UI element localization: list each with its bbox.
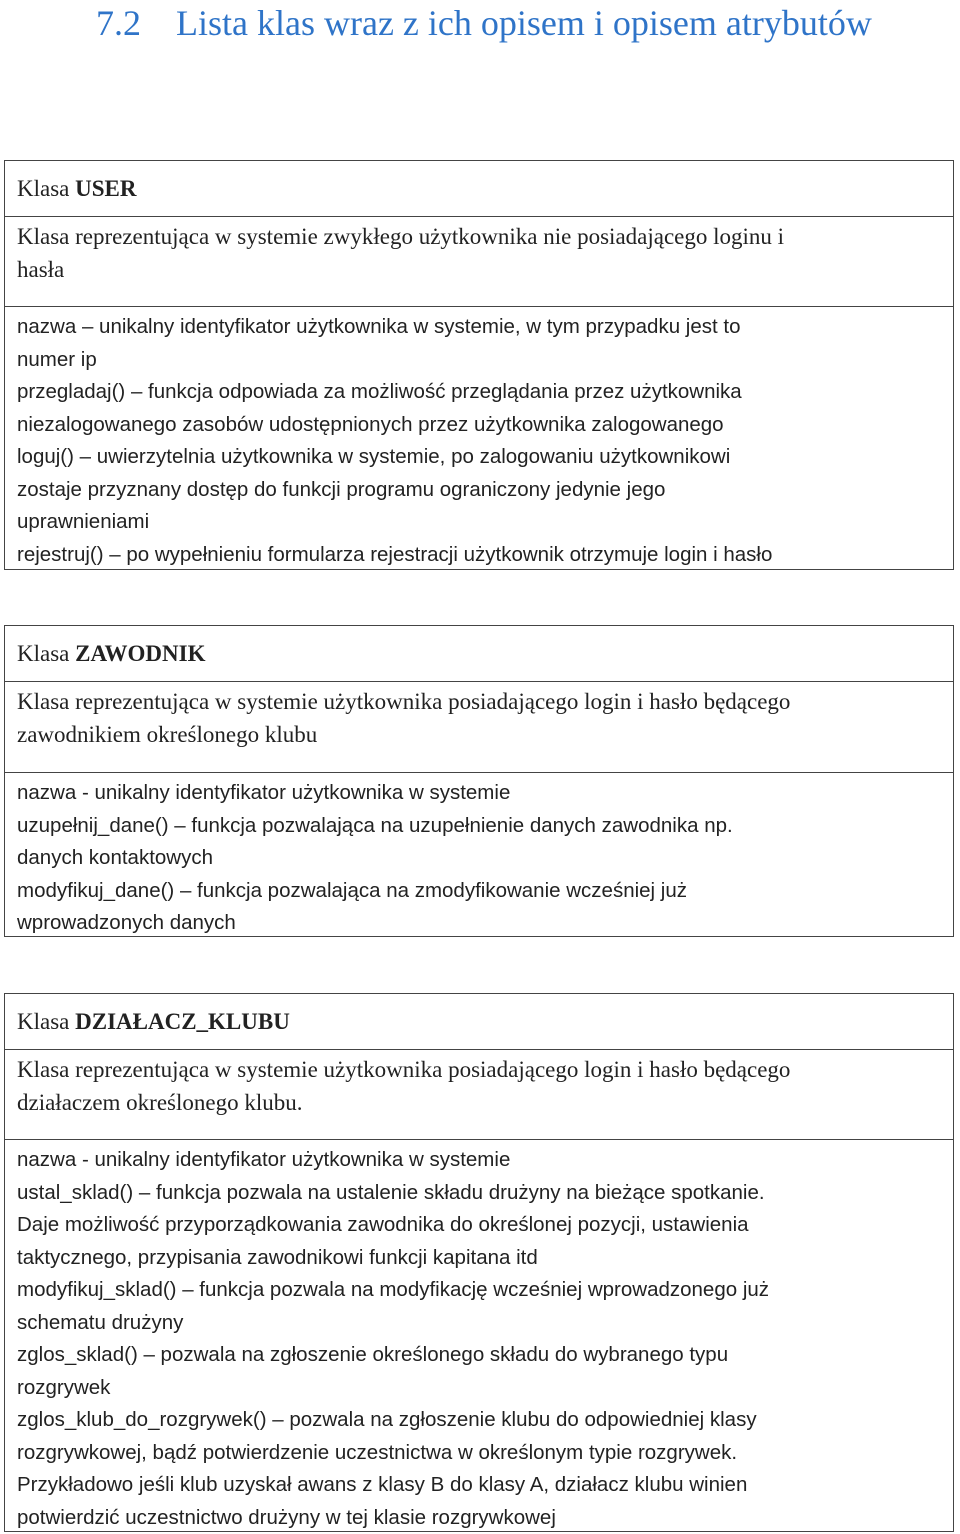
- attribute-line: uzupełnij_dane() – funkcja pozwalająca na uzupełnienie danych zawodnika np.: [17, 810, 945, 843]
- attribute-line: wprowadzonych danych: [17, 907, 945, 940]
- attribute-line: potwierdzić uczestnictwo drużyny w tej klasie rozgrywkowej: [17, 1502, 945, 1534]
- attribute-line: zglos_sklad() – pozwala na zgłoszenie określonego składu do wybranego typu: [17, 1339, 945, 1372]
- class-attributes: [5, 1139, 953, 1534]
- class-attributes: [5, 772, 953, 940]
- attribute-line: Daje możliwość przyporządkowania zawodnika do określonej pozycji, ustawienia: [17, 1209, 945, 1242]
- attribute-line: modyfikuj_dane() – funkcja pozwalająca na zmodyfikowanie wcześniej już: [17, 875, 945, 908]
- attribute-line: ustal_sklad() – funkcja pozwala na ustalenie składu drużyny na bieżące spotkanie.: [17, 1177, 945, 1210]
- description-line: Klasa reprezentująca w systemie użytkownika posiadającego login i hasło będącego: [17, 686, 945, 719]
- class-prefix: Klasa: [17, 176, 75, 201]
- attribute-line: rozgrywkowej, bądź potwierdzenie uczestnictwa w określonym typie rozgrywek.: [17, 1437, 945, 1470]
- section-title: Lista klas wraz z ich opisem i opisem atrybutów: [176, 0, 896, 47]
- attribute-line: nazwa - unikalny identyfikator użytkownika w systemie: [17, 777, 945, 810]
- class-description: [5, 216, 953, 306]
- section-number: 7.2: [96, 0, 141, 47]
- class-description: [5, 681, 953, 772]
- description-line: działaczem określonego klubu.: [17, 1087, 945, 1120]
- attribute-line: modyfikuj_sklad() – funkcja pozwala na modyfikację wcześniej wprowadzonego już: [17, 1274, 945, 1307]
- description-line: hasła: [17, 254, 945, 287]
- class-title-row: [5, 161, 953, 216]
- class-name: USER: [75, 176, 136, 201]
- class-title-row: [5, 994, 953, 1049]
- attribute-line: numer ip: [17, 344, 945, 377]
- attribute-line: danych kontaktowych: [17, 842, 945, 875]
- attribute-line: uprawnieniami: [17, 506, 945, 539]
- attribute-line: zglos_klub_do_rozgrywek() – pozwala na zgłoszenie klubu do odpowiedniej klasy: [17, 1404, 945, 1437]
- attribute-line: rozgrywek: [17, 1372, 945, 1405]
- class-table-zawodnik: [4, 625, 954, 937]
- description-line: Klasa reprezentująca w systemie zwykłego użytkownika nie posiadającego loginu i: [17, 221, 945, 254]
- class-attributes: [5, 306, 953, 571]
- description-line: zawodnikiem określonego klubu: [17, 719, 945, 752]
- attribute-line: nazwa – unikalny identyfikator użytkownika w systemie, w tym przypadku jest to: [17, 311, 945, 344]
- attribute-line: nazwa - unikalny identyfikator użytkownika w systemie: [17, 1144, 945, 1177]
- attribute-line: niezalogowanego zasobów udostępnionych przez użytkownika zalogowanego: [17, 409, 945, 442]
- class-prefix: Klasa: [17, 1009, 75, 1034]
- class-prefix: Klasa: [17, 641, 75, 666]
- class-name: ZAWODNIK: [75, 641, 205, 666]
- description-line: Klasa reprezentująca w systemie użytkownika posiadającego login i hasło będącego: [17, 1054, 945, 1087]
- class-description: [5, 1049, 953, 1139]
- class-name: DZIAŁACZ_KLUBU: [75, 1009, 290, 1034]
- attribute-line: loguj() – uwierzytelnia użytkownika w systemie, po zalogowaniu użytkownikowi: [17, 441, 945, 474]
- attribute-line: rejestruj() – po wypełnieniu formularza rejestracji użytkownik otrzymuje login i hasło: [17, 539, 945, 572]
- attribute-line: schematu drużyny: [17, 1307, 945, 1340]
- class-table-user: [4, 160, 954, 570]
- attribute-line: przegladaj() – funkcja odpowiada za możliwość przeglądania przez użytkownika: [17, 376, 945, 409]
- attribute-line: zostaje przyznany dostęp do funkcji programu ograniczony jedynie jego: [17, 474, 945, 507]
- attribute-line: taktycznego, przypisania zawodnikowi funkcji kapitana itd: [17, 1242, 945, 1275]
- class-table-dzialacz-klubu: [4, 993, 954, 1532]
- attribute-line: Przykładowo jeśli klub uzyskał awans z klasy B do klasy A, działacz klubu winien: [17, 1469, 945, 1502]
- class-title-row: [5, 626, 953, 681]
